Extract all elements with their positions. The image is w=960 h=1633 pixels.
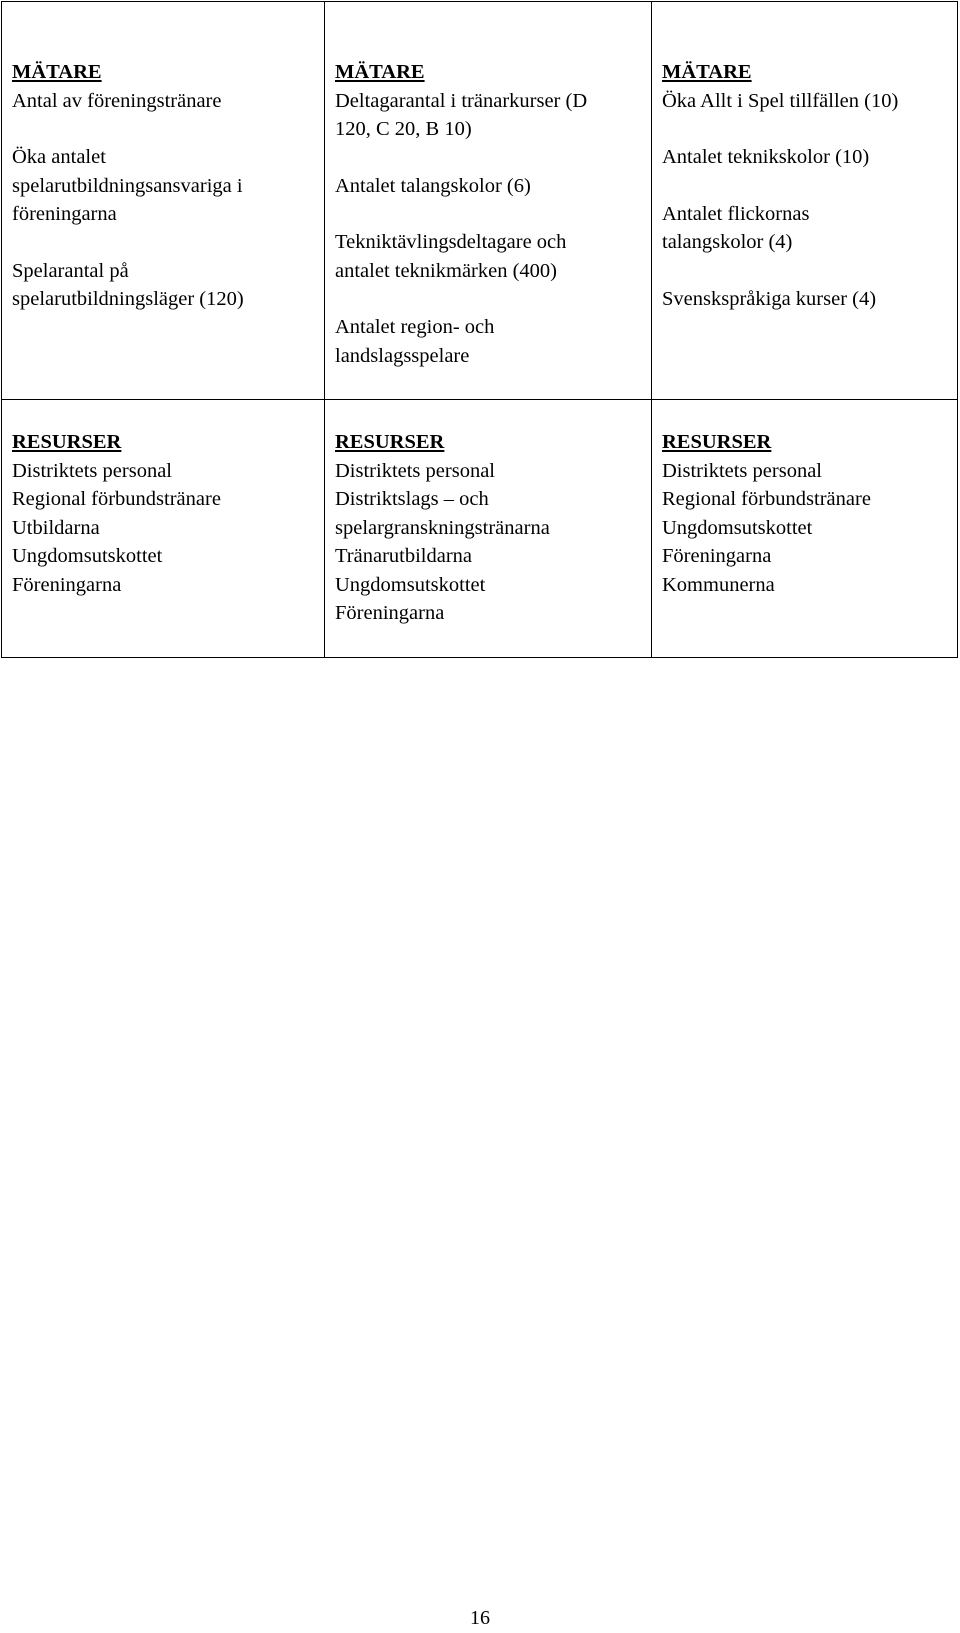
resource-item: Distriktets personal <box>662 459 822 482</box>
metrics-cell-2 <box>325 2 652 400</box>
metric-item: Svenskspråkiga kurser (4) <box>662 287 877 310</box>
resources-heading: RESURSER <box>335 431 445 453</box>
metric-item: Antalet flickornas talangskolor (4) <box>662 202 810 253</box>
resource-item: Ungdomsutskottet <box>662 516 813 539</box>
resources-heading: RESURSER <box>12 431 122 453</box>
resource-item: Föreningarna <box>662 545 772 567</box>
resources-cell-3 <box>652 400 958 658</box>
resource-item: Tränarutbildarna <box>335 545 473 567</box>
resources-cell-2 <box>325 400 652 658</box>
resource-item: Distriktets personal <box>335 459 495 482</box>
metric-item: Öka antalet spelarutbildningsansvariga i föreningarna <box>12 146 243 225</box>
resources-heading: RESURSER <box>662 431 772 453</box>
resource-item: Ungdomsutskottet <box>335 573 486 596</box>
metric-item: Antal av föreningstränare <box>12 89 222 112</box>
resource-item: Distriktslags – och spelargranskningstränarna <box>335 488 550 539</box>
metric-item: Antalet teknikskolor (10) <box>662 146 870 168</box>
metric-item: Antalet region- och landslagsspelare <box>335 316 495 367</box>
metrics-heading: MÄTARE <box>335 61 425 83</box>
resource-item: Utbildarna <box>12 516 100 539</box>
resource-item: Distriktets personal <box>12 459 172 482</box>
resources-row <box>2 400 958 658</box>
resource-item: Kommunerna <box>662 573 775 596</box>
metrics-resources-table <box>1 1 958 658</box>
metrics-cell-3 <box>652 2 958 400</box>
metrics-row <box>2 2 958 400</box>
metric-item: Tekniktävlingsdeltagare och antalet teknikmärken (400) <box>335 231 567 282</box>
resource-item: Regional förbundstränare <box>662 488 871 510</box>
metric-item: Deltagarantal i tränarkurser (D 120, C 20, B 10) <box>335 89 588 140</box>
metric-item: Spelarantal på spelarutbildningsläger (120) <box>12 259 244 310</box>
metrics-heading: MÄTARE <box>12 61 102 83</box>
metrics-heading: MÄTARE <box>662 61 752 83</box>
resource-item: Föreningarna <box>12 573 122 596</box>
metric-item: Antalet talangskolor (6) <box>335 174 531 197</box>
resources-cell-1 <box>2 400 325 658</box>
resource-item: Regional förbundstränare <box>12 488 221 510</box>
resource-item: Ungdomsutskottet <box>12 545 163 567</box>
page-number: 16 <box>470 1607 490 1629</box>
metric-item: Öka Allt i Spel tillfällen (10) <box>662 89 899 112</box>
resource-item: Föreningarna <box>335 602 445 624</box>
metrics-cell-1 <box>2 2 325 400</box>
